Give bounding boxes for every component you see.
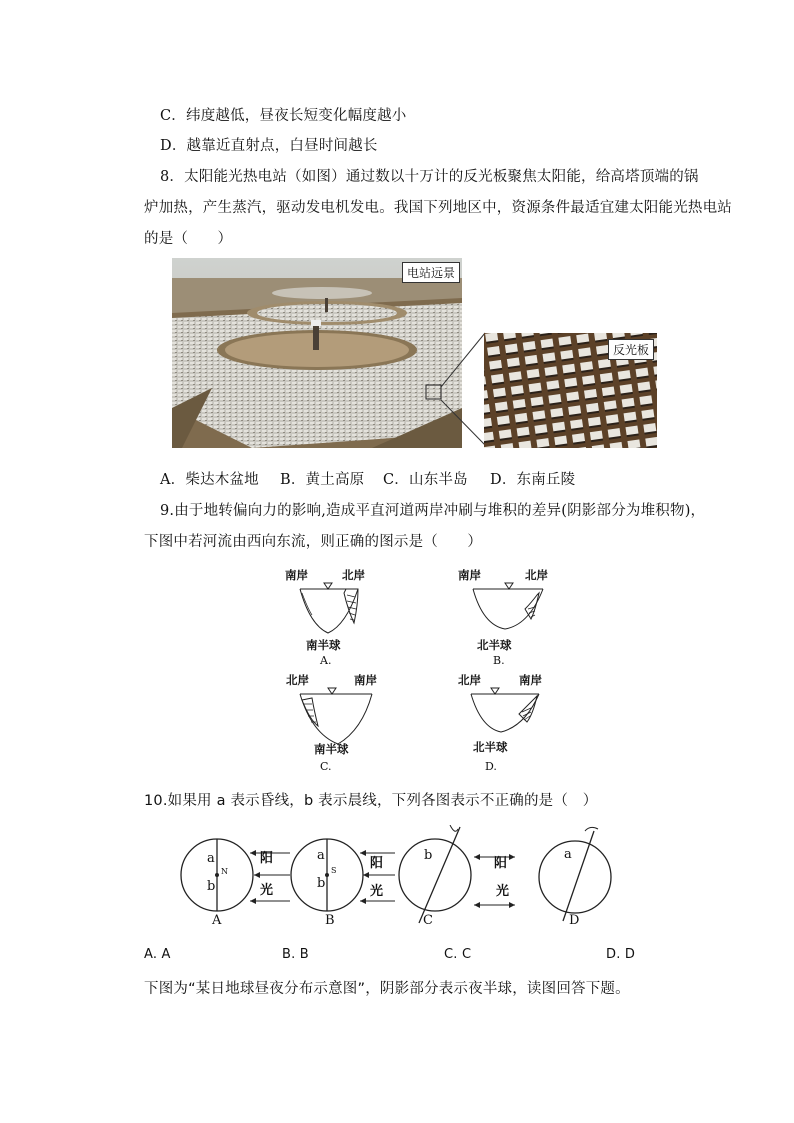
q10-diagram-a	[181, 839, 290, 911]
left-bank-label: 北岸	[286, 673, 309, 687]
q10-a-label-b: b	[207, 879, 216, 894]
right-bank-label: 南岸	[519, 673, 542, 687]
diagram-letter: B.	[493, 654, 505, 667]
q8-option-b: B．黄土高原	[280, 472, 365, 488]
q10-stem: 10.如果用 a 表示昏线，b 表示晨线，下列各图表示不正确的是（ ）	[144, 793, 598, 809]
diagram-letter: D.	[485, 760, 497, 773]
left-bank-label: 南岸	[285, 568, 308, 582]
hemisphere-label: 北半球	[473, 740, 508, 754]
left-bank-label: 北岸	[458, 673, 481, 687]
q10-a-sun-2: 光	[260, 883, 274, 898]
q10-b-label-a: a	[317, 848, 325, 863]
q10-option-b: B. B	[282, 947, 309, 962]
diagram-letter: C.	[320, 760, 332, 773]
q8-stem-line-1: 8．太阳能光热电站（如图）通过数以十万计的反光板聚焦太阳能，给高塔顶端的锅	[160, 169, 699, 185]
reflector-inset-photo	[484, 333, 657, 448]
river-diagram-b	[455, 565, 555, 670]
q10-b-sun-2: 光	[370, 884, 384, 899]
q10-c-label-b: b	[424, 848, 433, 863]
q10-b-pole: S	[331, 866, 337, 875]
q8-option-a: A．柴达木盆地	[160, 472, 259, 488]
q10-option-a: A. A	[144, 947, 171, 962]
q10-d-label-a: a	[564, 847, 572, 862]
river-diagram-c	[280, 670, 390, 780]
q7-option-d: D．越靠近直射点，白昼时间越长	[160, 138, 378, 154]
q10-diagrams	[170, 825, 630, 935]
right-bank-label: 北岸	[525, 568, 548, 582]
left-bank-label: 南岸	[458, 568, 481, 582]
photo-connector-lines	[440, 330, 490, 450]
q10-option-d: D. D	[606, 947, 636, 962]
right-bank-label: 北岸	[342, 568, 365, 582]
q10-b-label-b: b	[317, 876, 326, 891]
q8-stem-line-2: 炉加热，产生蒸汽，驱动发电机发电。我国下列地区中，资源条件最适宜建太阳能光热电站	[144, 200, 732, 216]
q8-stem-line-3: 的是（ ）	[144, 231, 233, 247]
hemisphere-label: 南半球	[314, 742, 349, 756]
hemisphere-label: 北半球	[477, 638, 512, 652]
q8-option-d: D．东南丘陵	[490, 472, 576, 488]
q10-a-label-a: a	[207, 851, 215, 866]
q10-c-sun-2: 光	[496, 884, 510, 899]
hemisphere-label: 南半球	[306, 638, 341, 652]
q10-b-letter: B	[325, 913, 335, 928]
photo-label-inset: 反光板	[608, 339, 654, 360]
q9-stem-line-1: 9.由于地转偏向力的影响,造成平直河道两岸冲刷与堆积的差异(阴影部分为堆积物)，	[160, 503, 706, 519]
q10-c-letter: C	[423, 913, 433, 928]
right-bank-label: 南岸	[354, 673, 377, 687]
q10-d-letter: D	[569, 913, 580, 928]
q9-stem-line-2: 下图中若河流由西向东流，则正确的图示是（ ）	[144, 534, 483, 550]
next-section-intro: 下图为“某日地球昼夜分布示意图”，阴影部分表示夜半球，读图回答下题。	[144, 981, 630, 997]
q10-diagram-c	[399, 825, 515, 923]
q10-a-pole: N	[221, 867, 228, 876]
q7-option-c: C．纬度越低，昼夜长短变化幅度越小	[160, 108, 407, 124]
power-station-photo	[172, 258, 462, 448]
diagram-letter: A.	[320, 654, 332, 667]
q10-diagram-b	[291, 839, 395, 911]
q10-option-c: C. C	[444, 947, 472, 962]
q8-option-c: C．山东半岛	[383, 472, 468, 488]
q10-a-sun-1: 阳	[260, 851, 274, 866]
photo-label-main: 电站远景	[402, 262, 460, 283]
river-diagram-a	[280, 565, 380, 670]
river-diagram-d	[455, 670, 555, 780]
q10-b-sun-1: 阳	[370, 856, 384, 871]
q10-diagram-d	[539, 827, 611, 921]
q10-a-letter: A	[212, 913, 222, 928]
q10-c-sun-1: 阳	[494, 856, 508, 871]
